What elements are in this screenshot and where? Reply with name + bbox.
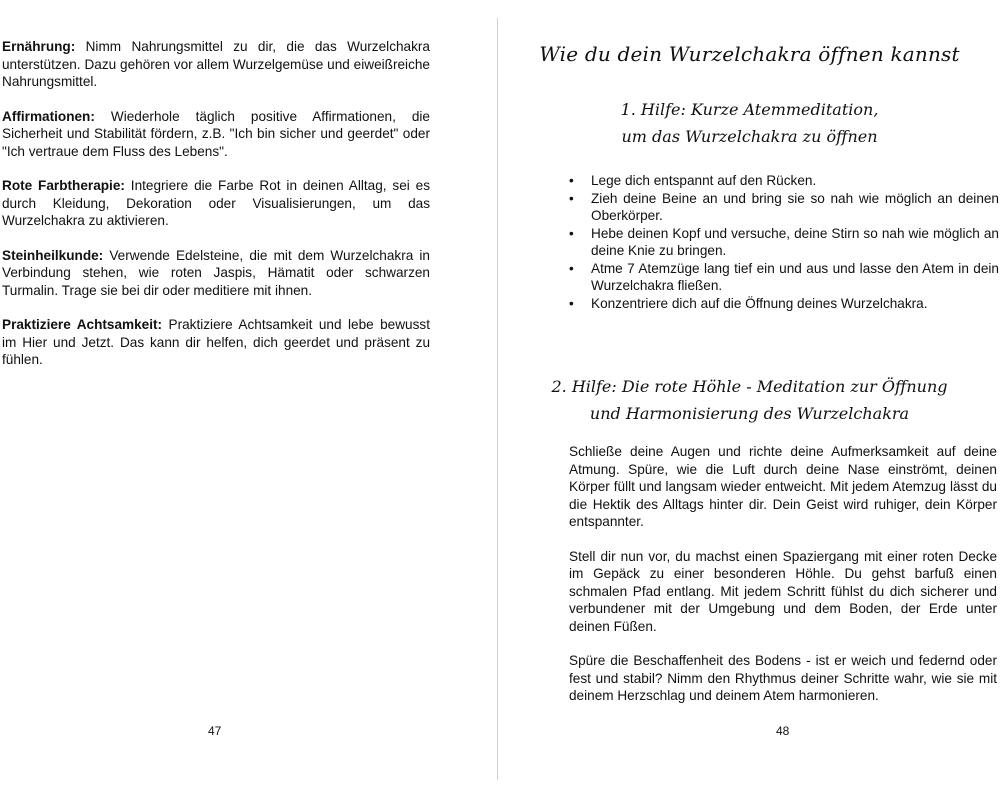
right-page — [499, 0, 1000, 800]
section-2-body — [569, 443, 997, 722]
paragraph-text: Wiederhole täglich positive Affirmationen, die Sicherheit und Stabilität fördern, z.B. "Ich bin sicher und geerdet" oder "Ich vertraue dem Fluss des Lebens". — [2, 108, 430, 159]
paragraph-achtsamkeit — [2, 316, 430, 369]
paragraph-steinheilkunde — [2, 247, 430, 300]
list-item: • Lege dich entspannt auf den Rücken. — [569, 172, 999, 190]
section-1-heading — [499, 96, 1000, 150]
page-title: Wie du dein Wurzelchakra öffnen kannst — [539, 42, 960, 66]
paragraph-affirmationen — [2, 108, 430, 161]
list-item: • Atme 7 Atemzüge lang tief ein und aus und lasse den Atem in dein Wurzelchakra fließen. — [569, 260, 999, 295]
paragraph-label: Steinheilkunde: — [2, 247, 104, 263]
list-item: • Zieh deine Beine an und bring sie so nah wie möglich an deinen Oberkörper. — [569, 190, 999, 225]
paragraph-label: Rote Farbtherapie: — [2, 178, 125, 193]
paragraph-label: Ernährung: — [2, 39, 76, 54]
section-2-paragraph: Schließe deine Augen und richte deine Aufmerksamkeit auf deine Atmung. Spüre, wie die Luft durch deine Nase einströmt, deinen Körper füllt und langsam wieder entweicht. Mit jedem Atemzug lässt du die Hektik des Alltags hinter dir. Dein Geist wird ruhiger, dein Körper entspannter. — [569, 444, 997, 529]
list-item: • Konzentriere dich auf die Öffnung deines Wurzelchakra. — [569, 295, 999, 313]
section-1-bullet-list — [569, 172, 999, 312]
section-2-heading-line-1: 2. Hilfe: Die rote Höhle - Meditation zur Öffnung — [551, 377, 948, 396]
page-number-left: 47 — [208, 724, 222, 738]
section-2-heading-line-2: und Harmonisierung des Wurzelchakra — [589, 404, 910, 423]
section-1-heading-line-2: um das Wurzelchakra zu öffnen — [621, 127, 878, 146]
paragraph-text: Integriere die Farbe Rot in deinen Alltag, sei es durch Kleidung, Dekoration oder Visualisierungen, um das Wurzelchakra zu aktivieren. — [2, 178, 430, 228]
paragraph-text: Nimm Nahrungsmittel zu dir, die das Wurzelchakra unterstützen. Dazu gehören vor allem Wurzelgemüse und eiweißreiche Nahrungsmittel. — [2, 39, 430, 89]
paragraph-text: Praktiziere Achtsamkeit und lebe bewusst im Hier und Jetzt. Das kann dir helfen, dich geerdet und präsent zu fühlen. — [2, 317, 430, 367]
paragraph-label: Affirmationen: — [2, 108, 95, 124]
page-number-right: 48 — [776, 724, 790, 738]
page-gutter-divider — [497, 18, 498, 780]
left-page-body — [2, 38, 430, 386]
left-page — [0, 0, 497, 800]
paragraph-label: Praktiziere Achtsamkeit: — [2, 317, 163, 332]
section-2-paragraph: Stell dir nun vor, du machst einen Spaziergang mit einer roten Decke im Gepäck zu einer besonderen Höhle. Du gehst barfuß einen schmalen Pfad entlang. Mit jedem Schritt fühlst du dich sicherer und verbundener mit der Umgebung und dem Boden, der Erde unter deinen Füßen. — [569, 548, 997, 634]
section-2-paragraph: Spüre die Beschaffenheit des Bodens - ist er weich und federnd oder fest und stabil? Nimm den Rhythmus deiner Schritte wahr, wie sie mit deinem Herzschlag und deinem Atem harmonieren. — [569, 653, 997, 703]
paragraph-ernaehrung — [2, 38, 430, 91]
list-item: • Hebe deinen Kopf und versuche, deine Stirn so nah wie möglich an deine Knie zu bringen. — [569, 225, 999, 260]
paragraph-rote-farbtherapie — [2, 177, 430, 230]
section-1-heading-line-1: 1. Hilfe: Kurze Atemmeditation, — [620, 100, 879, 119]
paragraph-text: Verwende Edelsteine, die mit dem Wurzelchakra in Verbindung stehen, wie roten Jaspis, Hämatit oder schwarzen Turmalin. Trage sie bei dir oder meditiere mit ihnen. — [2, 247, 430, 298]
section-2-heading — [499, 373, 1000, 427]
